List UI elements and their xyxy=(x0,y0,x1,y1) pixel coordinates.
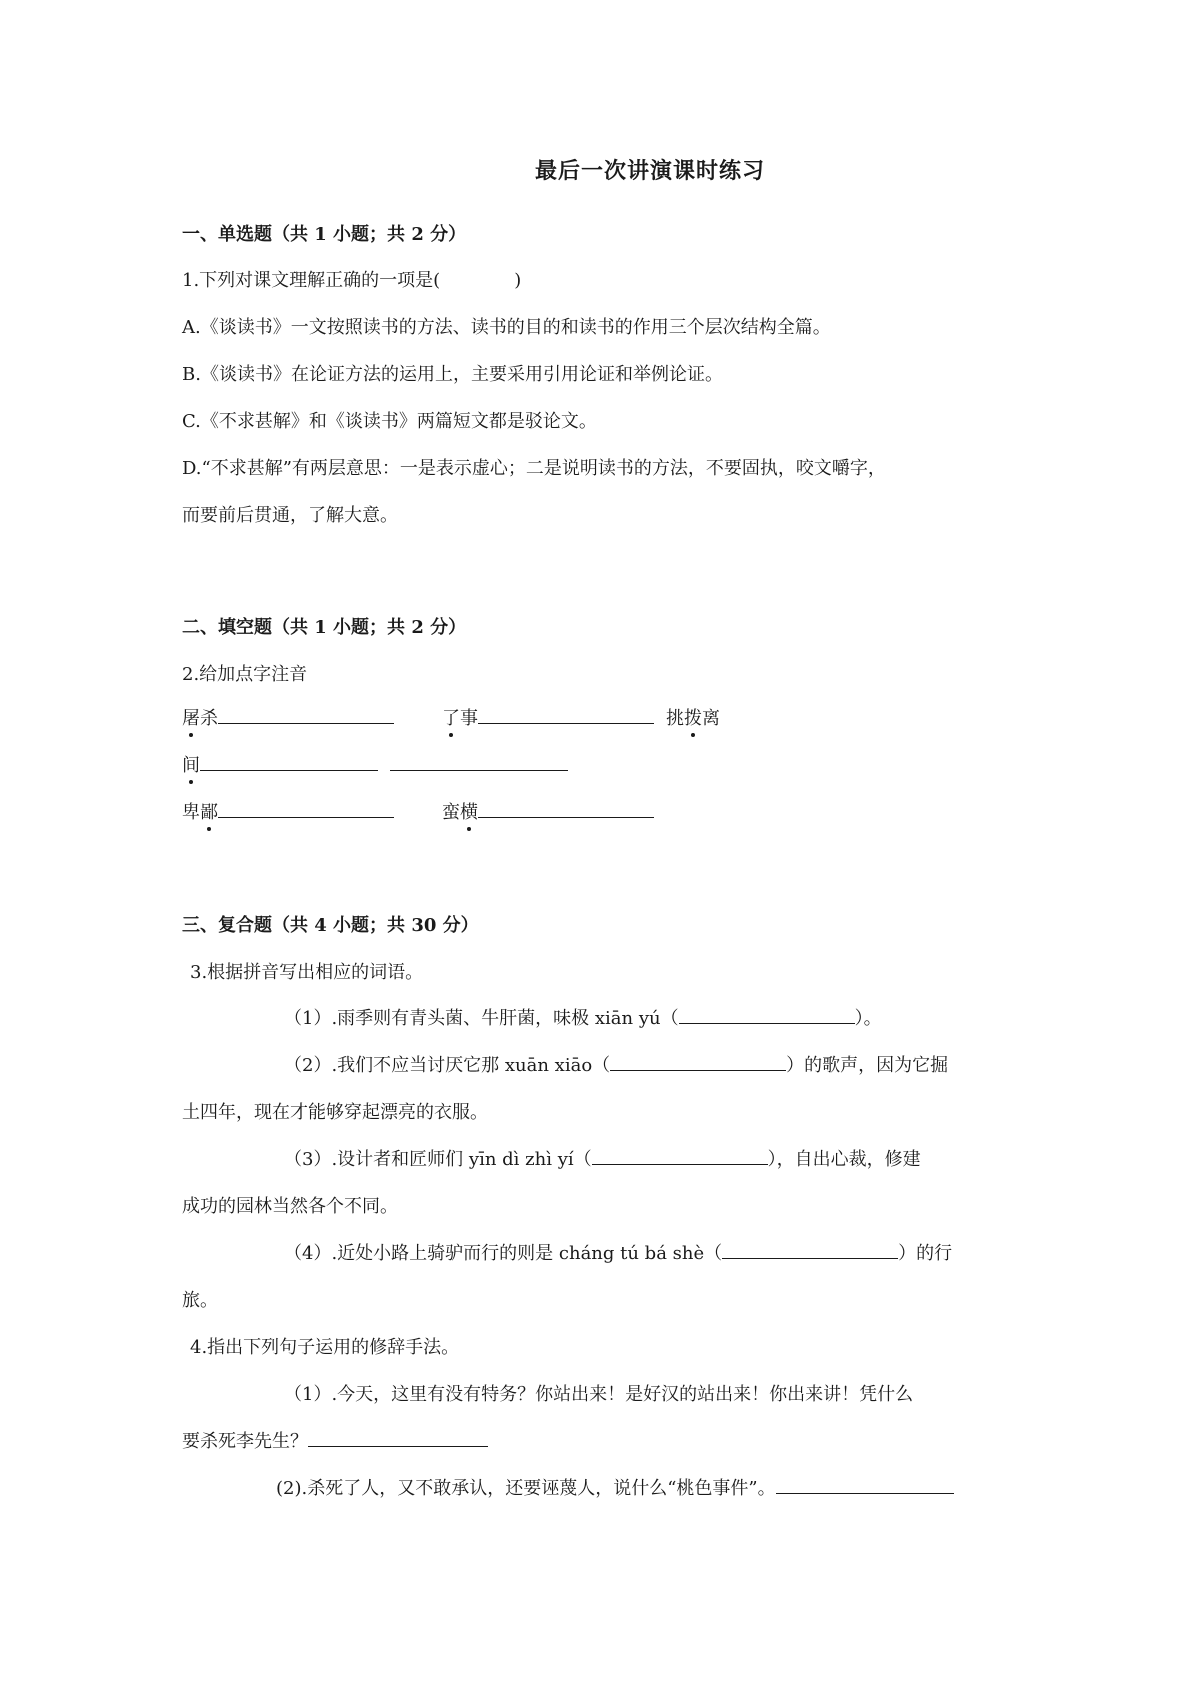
dotted-char: 间 xyxy=(182,751,200,777)
part-text: (2).杀死了人，又不敢承认，还要诬蔑人，说什么“桃色事件”。 xyxy=(276,1478,776,1499)
answer-blank[interactable] xyxy=(722,1240,898,1259)
answer-blank[interactable] xyxy=(679,1005,855,1024)
part-text: （2）.我们不应当讨厌它那 xuān xiāo（ xyxy=(284,1055,611,1076)
answer-blank[interactable] xyxy=(218,799,394,818)
question-3-part-4 xyxy=(284,1239,952,1265)
word-text: 杀 xyxy=(200,708,218,729)
dotted-char: 鄙 xyxy=(200,798,218,824)
part-text: ）的行 xyxy=(898,1243,953,1264)
question-2-stem: 2.给加点字注音 xyxy=(182,664,308,685)
part-text: （4）.近处小路上骑驴而行的则是 cháng tú bá shè（ xyxy=(284,1243,723,1264)
document-title: 最后一次讲演课时练习 xyxy=(534,158,765,184)
question-3-part-3-continued: 成功的园林当然各个不同。 xyxy=(182,1196,398,1217)
part-text: ），自出心裁，修建 xyxy=(767,1149,921,1170)
question-4-part-1-continued xyxy=(182,1427,488,1453)
word-text: 离 xyxy=(702,708,720,729)
question-2-row-1 xyxy=(182,704,720,730)
answer-blank[interactable] xyxy=(218,705,394,724)
question-3-part-4-continued: 旅。 xyxy=(182,1290,218,1311)
question-4-stem: 4.指出下列句子运用的修辞手法。 xyxy=(190,1337,460,1358)
question-4-part-2 xyxy=(276,1474,954,1500)
answer-blank[interactable] xyxy=(390,752,568,771)
word-text: 卑 xyxy=(182,802,200,823)
question-1-option-d: D.“不求甚解”有两层意思：一是表示虚心；二是说明读书的方法，不要固执，咬文嚼字， xyxy=(182,458,886,479)
question-1-option-c: C.《不求甚解》和《谈读书》两篇短文都是驳论文。 xyxy=(182,411,597,432)
question-2-row-3 xyxy=(182,798,654,824)
answer-blank[interactable] xyxy=(610,1052,786,1071)
answer-blank[interactable] xyxy=(592,1146,768,1165)
section-heading-single-choice: 一、单选题（共 1 小题；共 2 分） xyxy=(182,224,467,245)
question-3-stem: 3.根据拼音写出相应的词语。 xyxy=(190,962,424,983)
question-1-stem xyxy=(182,266,521,292)
question-1-option-d-continued: 而要前后贯通，了解大意。 xyxy=(182,505,398,526)
question-1-stem-text: 1.下列对课文理解正确的一项是( xyxy=(182,270,441,291)
answer-blank[interactable] xyxy=(478,799,654,818)
question-3-part-1 xyxy=(284,1004,882,1030)
dotted-char: 屠 xyxy=(182,704,200,730)
part-text: ）的歌声，因为它掘 xyxy=(786,1055,949,1076)
dotted-char: 横 xyxy=(460,798,478,824)
question-1-option-b: B.《谈读书》在论证方法的运用上，主要采用引用论证和举例论证。 xyxy=(182,364,723,385)
dotted-char: 拨 xyxy=(684,704,702,730)
part-text: （3）.设计者和匠师们 yīn dì zhì yí（ xyxy=(284,1149,592,1170)
question-3-part-2-continued: 土四年，现在才能够穿起漂亮的衣服。 xyxy=(182,1102,488,1123)
answer-blank[interactable] xyxy=(308,1428,488,1447)
question-2-row-2 xyxy=(182,751,568,777)
part-text: ）。 xyxy=(854,1008,882,1029)
question-4-part-1: （1）.今天，这里有没有特务？你站出来！是好汉的站出来！你出来讲！凭什么 xyxy=(284,1384,914,1405)
question-3-part-3 xyxy=(284,1145,921,1171)
question-3-part-2 xyxy=(284,1051,948,1077)
part-text: 要杀死李先生？ xyxy=(182,1431,308,1452)
dotted-char: 了 xyxy=(442,704,460,730)
question-1-stem-close: ) xyxy=(514,270,522,291)
word-text: 事 xyxy=(460,708,478,729)
answer-blank[interactable] xyxy=(776,1475,954,1494)
word-text: 挑 xyxy=(666,708,684,729)
answer-blank[interactable] xyxy=(478,705,654,724)
answer-blank[interactable] xyxy=(200,752,378,771)
section-heading-compound: 三、复合题（共 4 小题；共 30 分） xyxy=(182,915,479,936)
section-heading-fill-blank: 二、填空题（共 1 小题；共 2 分） xyxy=(182,617,467,638)
part-text: （1）.雨季则有青头菌、牛肝菌，味极 xiān yú（ xyxy=(284,1008,679,1029)
word-text: 蛮 xyxy=(442,802,460,823)
question-1-option-a: A.《谈读书》一文按照读书的方法、读书的目的和读书的作用三个层次结构全篇。 xyxy=(182,317,831,338)
